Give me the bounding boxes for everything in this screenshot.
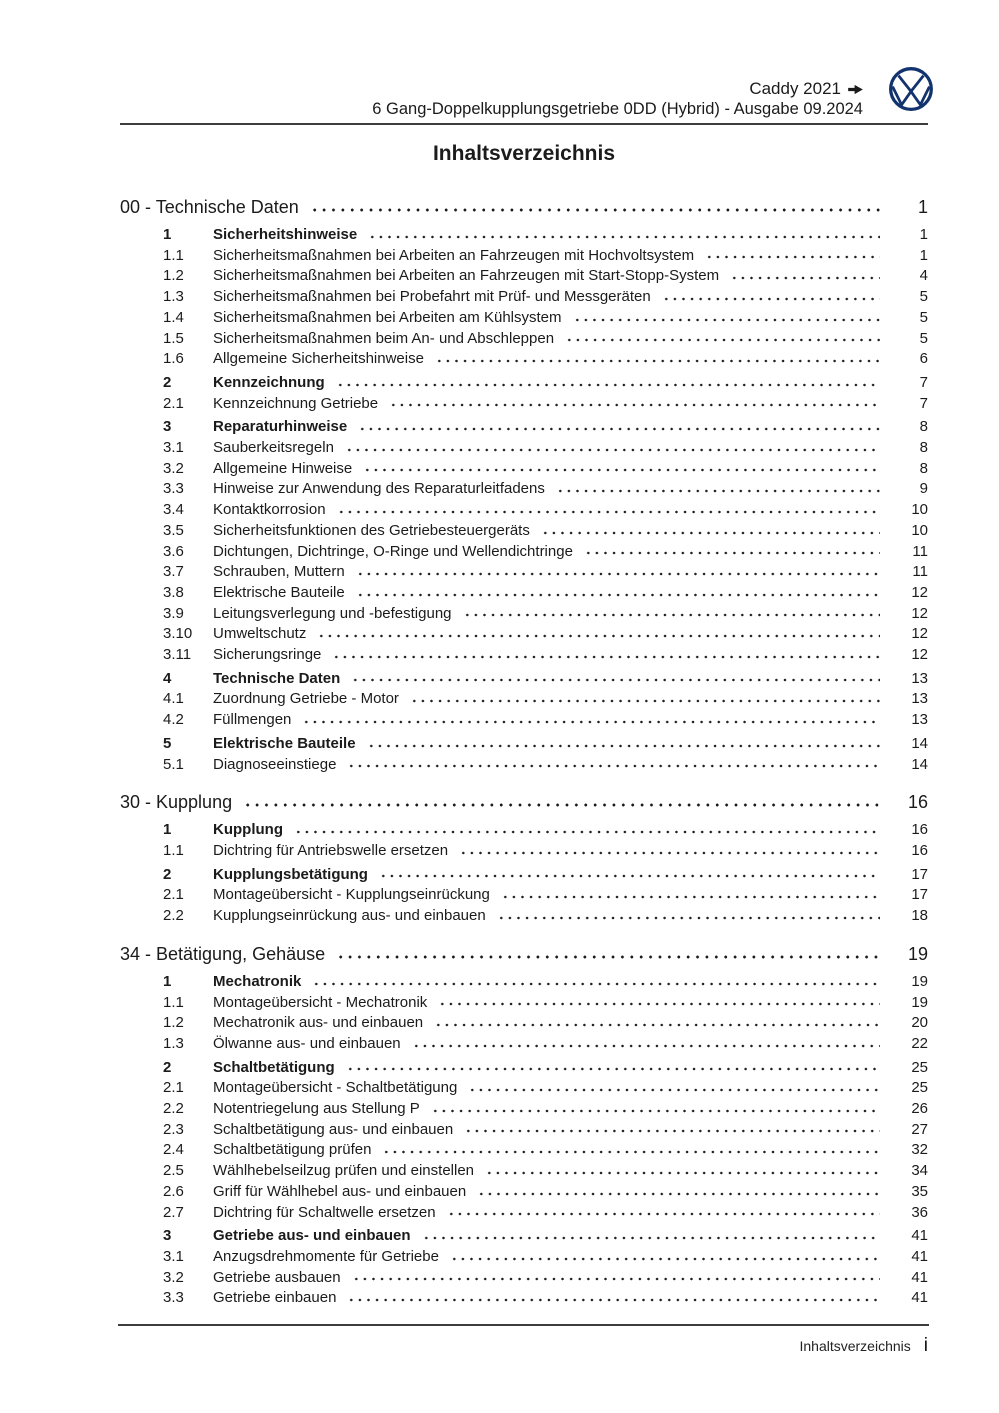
dot-leader xyxy=(556,485,880,497)
entry-number: 2.4 xyxy=(163,1141,184,1159)
entry-number: 3.3 xyxy=(163,480,184,498)
entry-page-number: 11 xyxy=(912,542,928,560)
chapter-label: 30 - Kupplung xyxy=(120,792,233,813)
entry-number: 1 xyxy=(163,226,172,243)
entry-number: 1.3 xyxy=(163,288,184,306)
dot-leader xyxy=(347,1294,880,1306)
dot-leader xyxy=(332,651,880,663)
toc-entry-row xyxy=(120,349,928,370)
toc-entry-row xyxy=(120,583,928,604)
entry-number: 1 xyxy=(163,821,172,839)
entry-number: 1.1 xyxy=(163,841,184,859)
toc-entry-row xyxy=(120,906,928,927)
dot-leader xyxy=(367,740,880,752)
toc-entry-row xyxy=(120,500,928,521)
entry-page-number: 5 xyxy=(919,308,928,326)
entry-title: Allgemeine Hinweise xyxy=(213,459,353,477)
dot-leader xyxy=(497,912,880,924)
entry-number: 2.1 xyxy=(163,1079,184,1097)
entry-title: Kupplung xyxy=(213,821,283,839)
entry-title: Sicherheitsmaßnahmen bei Arbeiten an Fahrzeugen mit Hochvoltsystem xyxy=(213,246,695,264)
entry-title: Füllmengen xyxy=(213,711,292,729)
dot-leader xyxy=(356,589,880,601)
chapter-label: 00 - Technische Daten xyxy=(120,197,299,217)
entry-title: Zuordnung Getriebe - Motor xyxy=(213,690,399,708)
entry-number: 4 xyxy=(163,669,172,687)
toc-entry-row xyxy=(120,710,928,731)
entry-title: Kennzeichnung xyxy=(213,373,325,391)
entry-title: Schaltbetätigung xyxy=(213,1058,335,1076)
entry-page-number: 12 xyxy=(911,604,928,622)
entry-number: 2 xyxy=(163,865,172,883)
entry-title: Getriebe aus- und einbauen xyxy=(213,1227,411,1245)
entry-number: 2.6 xyxy=(163,1182,184,1200)
entry-title: Sicherheitsmaßnahmen bei Probefahrt mit Prüf- und Messgeräten xyxy=(213,288,651,306)
toc-entry-row xyxy=(120,479,928,500)
header-subtitle: 6 Gang-Doppelkupplungsgetriebe 0DD (Hybrid) - Ausgabe 09.2024 xyxy=(372,100,863,118)
entry-number: 3.11 xyxy=(163,646,192,664)
entry-page-number: 12 xyxy=(911,625,928,643)
entry-page-number: 13 xyxy=(911,690,928,708)
toc-entry-row xyxy=(120,1203,928,1224)
entry-page-number: 6 xyxy=(919,350,928,368)
entry-page-number: 16 xyxy=(911,841,928,859)
entry-page-number: 25 xyxy=(911,1079,928,1097)
entry-title: Sicherheitsmaßnahmen bei Arbeiten am Kühlsystem xyxy=(213,308,562,326)
entry-number: 2.1 xyxy=(163,886,184,904)
header-divider xyxy=(120,123,928,125)
entry-page-number: 5 xyxy=(919,288,928,306)
dot-leader xyxy=(485,1167,880,1179)
entry-title: Mechatronik aus- und einbauen xyxy=(213,1014,424,1032)
entry-page-number: 41 xyxy=(911,1268,928,1286)
dot-leader xyxy=(459,847,880,859)
entry-number: 1.2 xyxy=(163,1014,184,1032)
dot-leader xyxy=(302,716,880,728)
entry-number: 1.1 xyxy=(163,246,184,264)
toc-entry-row xyxy=(120,521,928,542)
entry-page-number: 9 xyxy=(919,480,928,498)
entry-title: Dichtring für Schaltwelle ersetzen xyxy=(213,1203,436,1221)
dot-leader xyxy=(584,547,880,559)
entry-number: 2.1 xyxy=(163,394,184,412)
entry-page-number: 14 xyxy=(911,734,928,752)
entry-page-number: 12 xyxy=(911,646,928,664)
dot-leader xyxy=(345,444,880,456)
entry-title: Reparaturhinweise xyxy=(213,418,348,436)
toc-entry-row xyxy=(120,755,928,776)
entry-number: 3.7 xyxy=(163,563,184,581)
header-model: Caddy 2021 xyxy=(749,79,841,98)
dot-leader xyxy=(705,251,880,263)
dot-leader xyxy=(294,826,880,838)
toc-chapter-row xyxy=(120,942,928,967)
dot-leader xyxy=(662,293,880,305)
entry-title: Kennzeichnung Getriebe xyxy=(213,394,379,412)
dot-leader xyxy=(450,1253,880,1265)
toc-entry-row xyxy=(120,972,928,993)
toc-entry-row xyxy=(120,669,928,690)
toc-entry-row xyxy=(120,734,928,755)
entry-number: 3 xyxy=(163,418,172,436)
toc-entry-row xyxy=(120,1161,928,1182)
dot-leader xyxy=(573,314,880,326)
entry-page-number: 13 xyxy=(911,711,928,729)
entry-title: Anzugsdrehmomente für Getriebe xyxy=(213,1247,439,1265)
entry-number: 2.3 xyxy=(163,1120,184,1138)
toc-entry-row xyxy=(120,604,928,625)
entry-number: 1.4 xyxy=(163,308,184,326)
entry-page-number: 35 xyxy=(911,1182,928,1200)
chapter-page-number: 1 xyxy=(917,197,928,217)
toc-entry-row xyxy=(120,287,928,308)
entry-title: Schaltbetätigung prüfen xyxy=(213,1141,372,1159)
toc-entry-row xyxy=(120,225,928,246)
page-title: Inhaltsverzeichnis xyxy=(432,142,616,165)
entry-page-number: 17 xyxy=(911,886,928,904)
toc-chapter-row xyxy=(120,790,928,815)
entry-title: Sicherheitsfunktionen des Getriebesteuergeräts xyxy=(213,521,530,539)
dot-leader xyxy=(379,870,880,882)
entry-number: 3.3 xyxy=(163,1289,184,1307)
dot-leader xyxy=(317,630,880,642)
forward-arrowhead-icon xyxy=(848,84,863,95)
footer-divider xyxy=(118,1324,929,1326)
entry-title: Getriebe ausbauen xyxy=(213,1268,341,1286)
dot-leader xyxy=(431,1105,880,1117)
entry-title: Griff für Wählhebel aus- und einbauen xyxy=(213,1182,467,1200)
entry-page-number: 26 xyxy=(911,1100,928,1118)
toc-entry-row xyxy=(120,1247,928,1268)
entry-number: 4.2 xyxy=(163,711,184,729)
toc-entry-row xyxy=(120,438,928,459)
page-footer xyxy=(799,1335,928,1357)
entry-number: 5.1 xyxy=(163,755,184,773)
toc-entry-row xyxy=(120,246,928,267)
entry-number: 3.4 xyxy=(163,501,184,519)
entry-title: Umweltschutz xyxy=(213,625,307,643)
entry-page-number: 18 xyxy=(911,907,928,925)
entry-number: 3.9 xyxy=(163,604,184,622)
toc-entry-row xyxy=(120,1058,928,1079)
dot-leader xyxy=(336,951,880,963)
entry-page-number: 16 xyxy=(911,821,928,839)
entry-page-number: 13 xyxy=(911,669,928,687)
dot-leader xyxy=(347,760,880,772)
dot-leader xyxy=(565,334,880,346)
dot-leader xyxy=(464,1125,880,1137)
entry-title: Sicherungsringe xyxy=(213,646,322,664)
toc-entry-row xyxy=(120,1099,928,1120)
entry-number: 3.2 xyxy=(163,459,184,477)
entry-number: 1 xyxy=(163,972,172,990)
entry-number: 1.1 xyxy=(163,993,184,1011)
dot-leader xyxy=(463,609,880,621)
toc-entry-row xyxy=(120,459,928,480)
entry-title: Diagnoseeinstiege xyxy=(213,755,337,773)
entry-number: 1.3 xyxy=(163,1034,184,1052)
entry-page-number: 12 xyxy=(911,583,928,601)
entry-number: 1.6 xyxy=(163,350,184,368)
entry-number: 3 xyxy=(163,1227,172,1245)
dot-leader xyxy=(352,1273,880,1285)
entry-title: Getriebe einbauen xyxy=(213,1289,337,1307)
entry-number: 2.2 xyxy=(163,1100,184,1118)
entry-page-number: 8 xyxy=(919,418,928,436)
entry-page-number: 25 xyxy=(911,1058,928,1076)
toc-chapter-row xyxy=(120,195,928,220)
entry-page-number: 19 xyxy=(911,972,928,990)
chapter-page-number: 16 xyxy=(907,792,928,813)
entry-title: Montageübersicht - Kupplungseinrückung xyxy=(213,886,490,904)
toc-entry-row xyxy=(120,645,928,666)
toc-entry-row xyxy=(120,689,928,710)
dot-leader xyxy=(447,1208,880,1220)
dot-leader xyxy=(368,231,880,243)
dot-leader xyxy=(501,891,880,903)
entry-title: Kontaktkorrosion xyxy=(213,501,326,519)
entry-title: Hinweise zur Anwendung des Reparaturleitfadens xyxy=(213,480,545,498)
dot-leader xyxy=(412,1040,880,1052)
entry-title: Technische Daten xyxy=(213,669,341,687)
entry-page-number: 7 xyxy=(919,373,928,391)
page-header xyxy=(120,66,928,120)
dot-leader xyxy=(541,527,880,539)
entry-page-number: 8 xyxy=(919,439,928,457)
entry-number: 2 xyxy=(163,1058,172,1076)
chapter-page-number: 19 xyxy=(907,943,928,964)
entry-number: 4.1 xyxy=(163,690,184,708)
entry-page-number: 20 xyxy=(911,1014,928,1032)
entry-title: Sicherheitshinweise xyxy=(213,226,358,243)
entry-number: 2.5 xyxy=(163,1162,184,1180)
vw-logo-icon xyxy=(888,66,934,112)
dot-leader xyxy=(346,1063,880,1075)
toc-entry-row xyxy=(120,1034,928,1055)
toc-entry-row xyxy=(120,1140,928,1161)
entry-title: Kupplungsbetätigung xyxy=(213,865,368,883)
entry-title: Montageübersicht - Mechatronik xyxy=(213,993,428,1011)
dot-leader xyxy=(356,568,880,580)
dot-leader xyxy=(337,506,880,518)
entry-number: 3.10 xyxy=(163,625,193,643)
toc-entry-row xyxy=(120,885,928,906)
toc-entry-row xyxy=(120,1288,928,1309)
entry-title: Kupplungseinrückung aus- und einbauen xyxy=(213,907,486,925)
entry-title: Wählhebelseilzug prüfen und einstellen xyxy=(213,1162,475,1180)
entry-number: 5 xyxy=(163,734,172,752)
entry-number: 3.5 xyxy=(163,521,184,539)
entry-page-number: 4 xyxy=(919,267,928,285)
dot-leader xyxy=(243,799,880,811)
entry-title: Elektrische Bauteile xyxy=(213,734,356,752)
dot-leader xyxy=(730,272,880,284)
toc-entry-row xyxy=(120,542,928,563)
dot-leader xyxy=(358,423,880,435)
entry-page-number: 17 xyxy=(911,865,928,883)
toc-entry-row xyxy=(120,1013,928,1034)
footer-section-label: Inhaltsverzeichnis xyxy=(799,1338,911,1354)
dot-leader xyxy=(477,1188,880,1200)
entry-title: Ölwanne aus- und einbauen xyxy=(213,1034,401,1052)
entry-title: Sicherheitsmaßnahmen beim An- und Abschleppen xyxy=(213,329,555,347)
entry-page-number: 32 xyxy=(911,1141,928,1159)
entry-page-number: 27 xyxy=(911,1120,928,1138)
entry-page-number: 7 xyxy=(919,394,928,412)
entry-page-number: 19 xyxy=(911,993,928,1011)
dot-leader xyxy=(312,978,880,990)
entry-number: 3.1 xyxy=(163,439,184,457)
dot-leader xyxy=(468,1084,880,1096)
dot-leader xyxy=(410,695,880,707)
entry-title: Elektrische Bauteile xyxy=(213,583,345,601)
toc-list xyxy=(120,195,928,1309)
dot-leader xyxy=(336,379,880,391)
toc-entry-row xyxy=(120,373,928,394)
toc-entry-row xyxy=(120,820,928,841)
toc-entry-row xyxy=(120,308,928,329)
toc-entry-row xyxy=(120,865,928,886)
entry-title: Allgemeine Sicherheitshinweise xyxy=(213,350,424,368)
toc-entry-row xyxy=(120,1226,928,1247)
entry-page-number: 41 xyxy=(911,1227,928,1245)
dot-leader xyxy=(438,998,880,1010)
dot-leader xyxy=(363,464,880,476)
entry-number: 3.1 xyxy=(163,1247,184,1265)
toc-entry-row xyxy=(120,394,928,415)
dot-leader xyxy=(382,1146,880,1158)
entry-title: Sauberkeitsregeln xyxy=(213,439,334,457)
entry-title: Leitungsverlegung und -befestigung xyxy=(213,604,452,622)
entry-page-number: 14 xyxy=(911,755,928,773)
entry-page-number: 36 xyxy=(911,1203,928,1221)
entry-title: Dichtungen, Dichtringe, O-Ringe und Wellendichtringe xyxy=(213,542,573,560)
entry-number: 1.2 xyxy=(163,267,184,285)
toc-entry-row xyxy=(120,841,928,862)
toc-entry-row xyxy=(120,993,928,1014)
toc-entry-row xyxy=(120,562,928,583)
entry-page-number: 10 xyxy=(911,521,928,539)
entry-title: Notentriegelung aus Stellung P xyxy=(213,1100,420,1118)
entry-number: 2 xyxy=(163,373,172,391)
toc-entry-row xyxy=(120,417,928,438)
dot-leader xyxy=(422,1232,880,1244)
entry-page-number: 5 xyxy=(919,329,928,347)
entry-page-number: 11 xyxy=(912,563,928,581)
toc-entry-row xyxy=(120,1120,928,1141)
footer-page-number: i xyxy=(923,1335,928,1356)
dot-leader xyxy=(435,355,880,367)
entry-page-number: 34 xyxy=(911,1162,928,1180)
header-text-block xyxy=(372,78,863,120)
dot-leader xyxy=(351,674,880,686)
toc-entry-row xyxy=(120,1078,928,1099)
entry-page-number: 10 xyxy=(911,501,928,519)
header-model-line xyxy=(372,78,863,99)
entry-number: 3.2 xyxy=(163,1268,184,1286)
entry-number: 2.2 xyxy=(163,907,184,925)
entry-page-number: 41 xyxy=(911,1289,928,1307)
dot-leader xyxy=(389,399,880,411)
entry-page-number: 1 xyxy=(919,226,928,243)
toc-entry-row xyxy=(120,266,928,287)
entry-title: Mechatronik xyxy=(213,972,302,990)
toc-entry-row xyxy=(120,1182,928,1203)
entry-page-number: 41 xyxy=(911,1247,928,1265)
toc-entry-row xyxy=(120,624,928,645)
entry-number: 1.5 xyxy=(163,329,184,347)
entry-number: 3.8 xyxy=(163,583,184,601)
entry-number: 2.7 xyxy=(163,1203,184,1221)
entry-page-number: 8 xyxy=(919,459,928,477)
entry-title: Sicherheitsmaßnahmen bei Arbeiten an Fahrzeugen mit Start-Stopp-System xyxy=(213,267,720,285)
toc-entry-row xyxy=(120,1268,928,1289)
entry-page-number: 22 xyxy=(911,1034,928,1052)
dot-leader xyxy=(310,204,880,216)
chapter-label: 34 - Betätigung, Gehäuse xyxy=(120,943,326,964)
entry-number: 3.6 xyxy=(163,542,184,560)
dot-leader xyxy=(434,1019,880,1031)
entry-title: Dichtring für Antriebswelle ersetzen xyxy=(213,841,449,859)
entry-title: Schrauben, Muttern xyxy=(213,563,345,581)
entry-title: Montageübersicht - Schaltbetätigung xyxy=(213,1079,458,1097)
toc-entry-row xyxy=(120,329,928,350)
entry-title: Schaltbetätigung aus- und einbauen xyxy=(213,1120,454,1138)
entry-page-number: 1 xyxy=(919,246,928,264)
